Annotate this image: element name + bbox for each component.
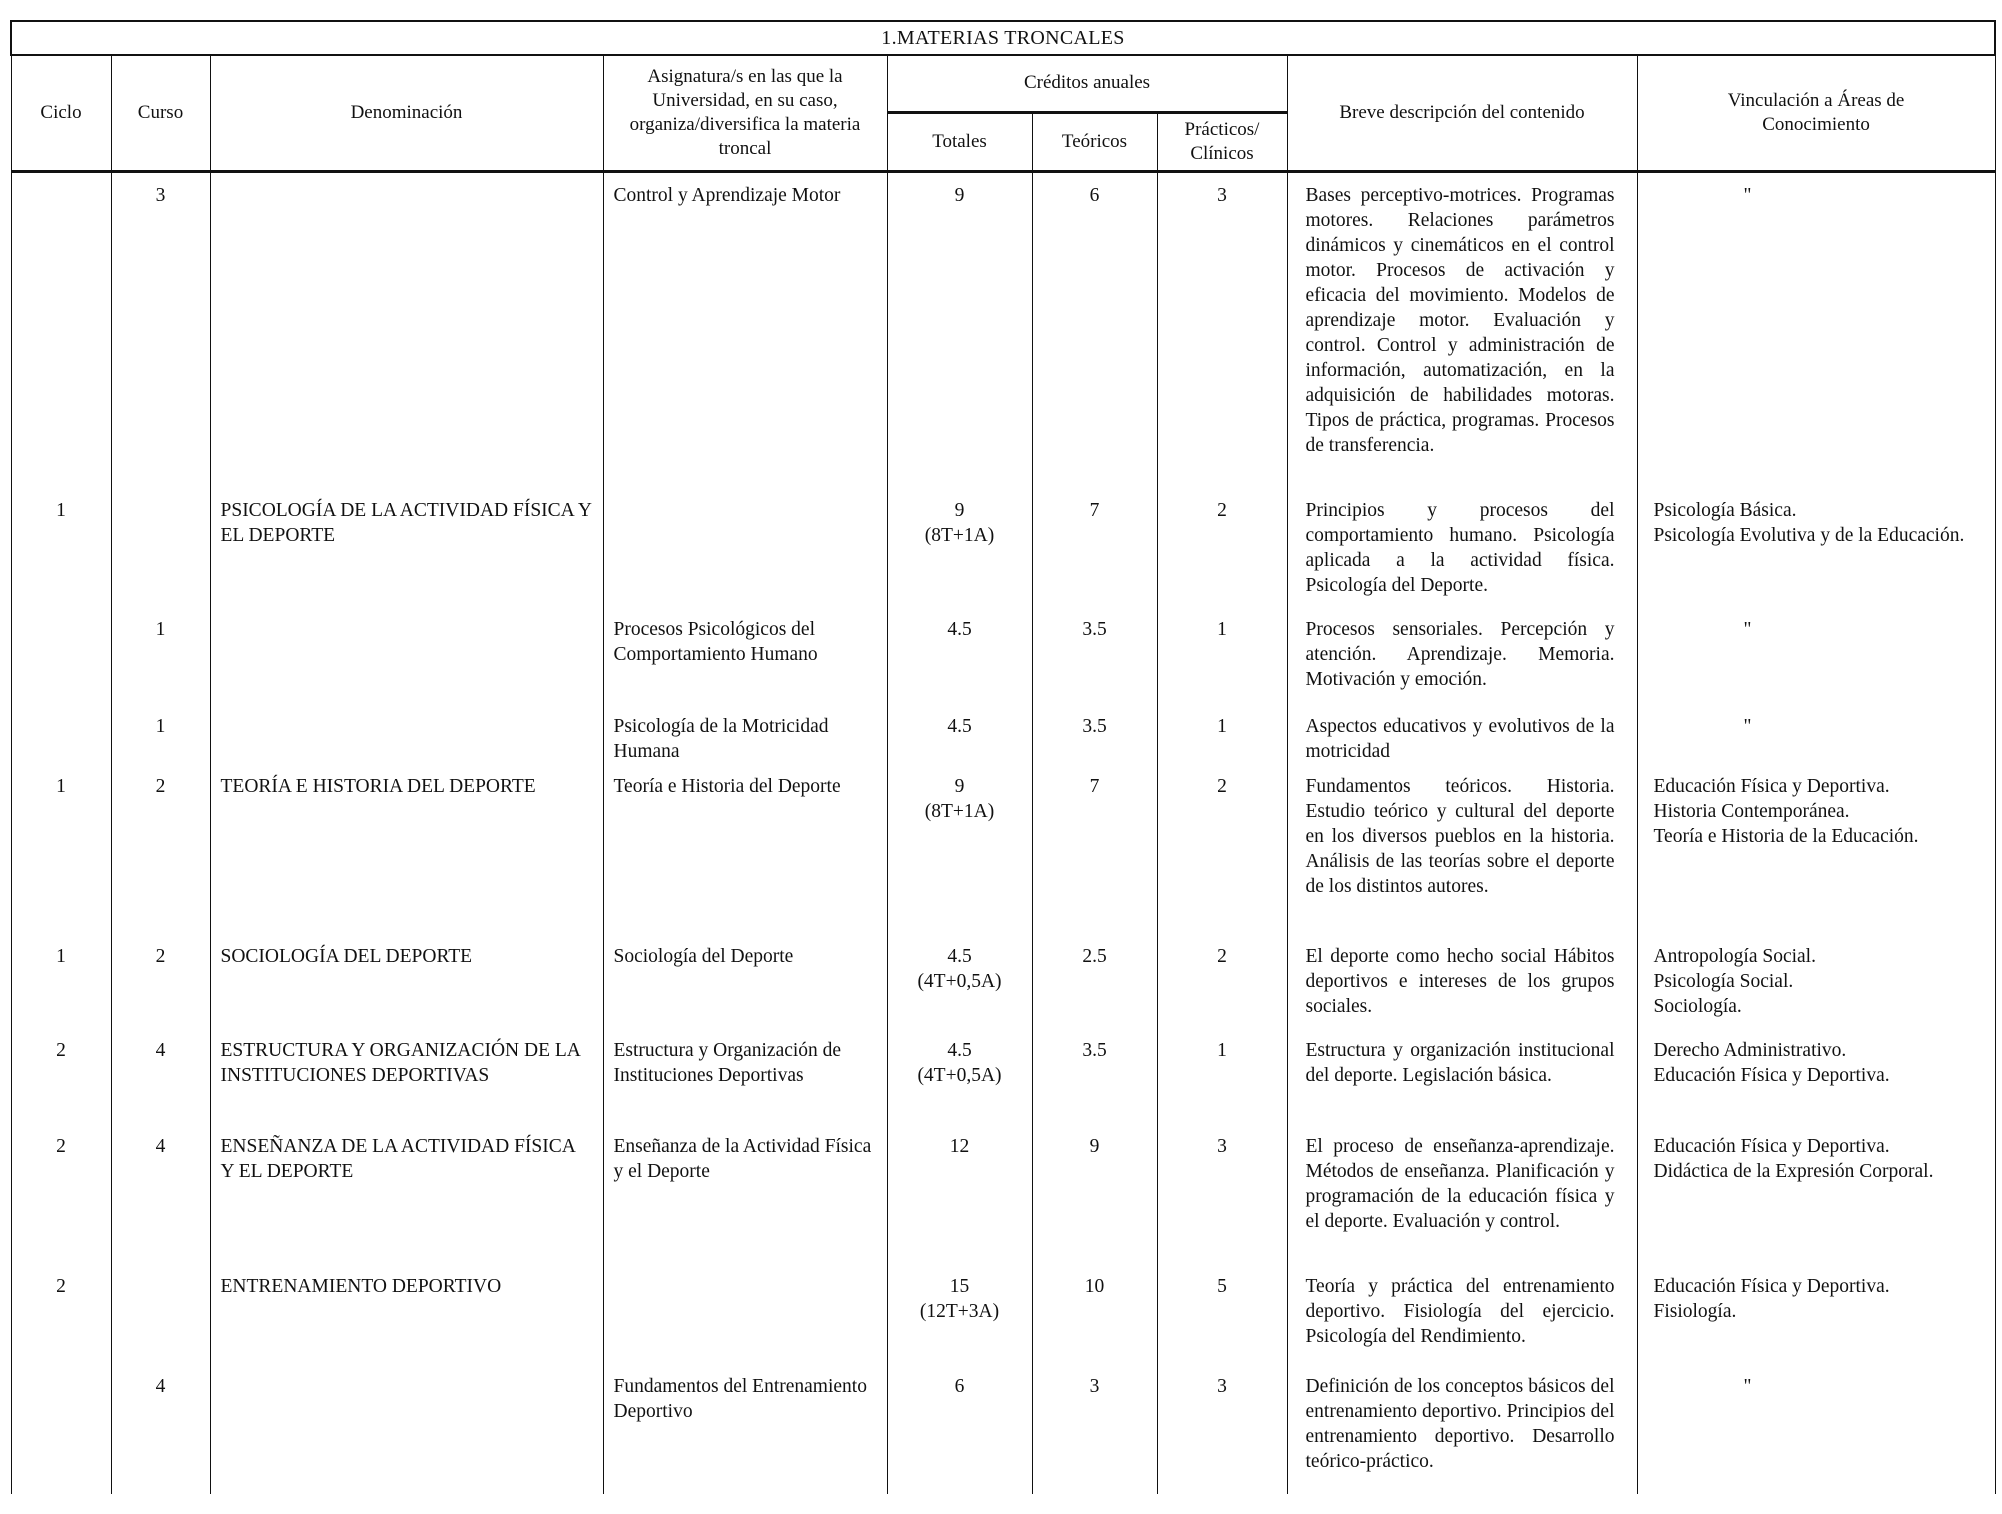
totales-breakdown: (12T+3A) — [919, 1301, 1000, 1322]
cell-curso: 1 — [111, 607, 210, 704]
header-curso: Curso — [111, 55, 210, 171]
cell-totales — [887, 1364, 1032, 1494]
cell-practicos: 2 — [1157, 764, 1287, 934]
area-item: Derecho Administrativo. — [1653, 1040, 1847, 1061]
cell-descripcion: Teoría y práctica del entrenamiento deportivo. Fisiología del ejercicio. Psicología del Rendimiento. — [1287, 1264, 1637, 1364]
cell-denominacion: TEORÍA E HISTORIA DEL DEPORTE — [210, 764, 603, 934]
cell-asignatura: Control y Aprendizaje Motor — [603, 171, 887, 488]
table-row — [11, 607, 1995, 704]
totales-value: 4.5 — [947, 1040, 972, 1061]
cell-curso: 3 — [111, 171, 210, 488]
cell-areas — [1637, 704, 1995, 764]
header-asignatura: Asignatura/s en las que la Universidad, en su caso, organiza/diversifica la materia troncal — [603, 55, 887, 171]
header-denominacion: Denominación — [210, 55, 603, 171]
cell-teoricos: 7 — [1032, 488, 1157, 607]
cell-descripcion: El proceso de enseñanza-aprendizaje. Métodos de enseñanza. Planificación y programación de la educación física y el deporte. Evaluación y control. — [1287, 1124, 1637, 1264]
totales-value: 9 — [954, 500, 965, 521]
cell-areas — [1637, 1124, 1995, 1264]
cell-teoricos: 2.5 — [1032, 934, 1157, 1028]
cell-curso — [111, 488, 210, 607]
header-descripcion: Breve descripción del contenido — [1287, 55, 1637, 171]
table-row — [11, 1124, 1995, 1264]
cell-denominacion: ENSEÑANZA DE LA ACTIVIDAD FÍSICA Y EL DEPORTE — [210, 1124, 603, 1264]
cell-areas — [1637, 934, 1995, 1028]
cell-areas — [1637, 1264, 1995, 1364]
table-row — [11, 488, 1995, 607]
cell-asignatura: Procesos Psicológicos del Comportamiento Humano — [603, 607, 887, 704]
cell-practicos: 2 — [1157, 488, 1287, 607]
table-row — [11, 1028, 1995, 1124]
area-item: Psicología Evolutiva y de la Educación. — [1653, 525, 1965, 546]
cell-denominacion — [210, 607, 603, 704]
cell-ciclo: 1 — [11, 488, 111, 607]
totales-value: 9 — [954, 776, 965, 797]
cell-ciclo: 2 — [11, 1124, 111, 1264]
cell-totales — [887, 764, 1032, 934]
cell-ciclo — [11, 704, 111, 764]
cell-descripcion: Aspectos educativos y evolutivos de la motricidad — [1287, 704, 1637, 764]
area-item: Didáctica de la Expresión Corporal. — [1653, 1161, 1934, 1182]
area-item: Psicología Social. — [1653, 971, 1794, 992]
cell-asignatura — [603, 488, 887, 607]
cell-areas — [1637, 171, 1995, 488]
cell-areas — [1637, 488, 1995, 607]
area-item: Sociología. — [1653, 996, 1742, 1017]
cell-descripcion: Principios y procesos del comportamiento humano. Psicología aplicada a la actividad física. Psicología del Deporte. — [1287, 488, 1637, 607]
cell-descripcion: Estructura y organización institucional del deporte. Legislación básica. — [1287, 1028, 1637, 1124]
cell-practicos: 2 — [1157, 934, 1287, 1028]
cell-curso: 2 — [111, 934, 210, 1028]
cell-practicos: 1 — [1157, 704, 1287, 764]
header-creditos: Créditos anuales — [887, 55, 1287, 112]
header-teoricos: Teóricos — [1032, 112, 1157, 171]
totales-breakdown: (4T+0,5A) — [917, 1065, 1002, 1086]
cell-totales — [887, 607, 1032, 704]
totales-value: 4.5 — [947, 716, 972, 737]
area-item: " — [1743, 1376, 1752, 1397]
cell-teoricos: 3 — [1032, 1364, 1157, 1494]
cell-practicos: 3 — [1157, 1124, 1287, 1264]
cell-denominacion — [210, 171, 603, 488]
area-item: Educación Física y Deportiva. — [1653, 1136, 1890, 1157]
cell-teoricos: 10 — [1032, 1264, 1157, 1364]
cell-asignatura: Enseñanza de la Actividad Física y el Deporte — [603, 1124, 887, 1264]
cell-denominacion — [210, 704, 603, 764]
cell-practicos: 1 — [1157, 1028, 1287, 1124]
cell-descripcion: El deporte como hecho social Hábitos deportivos e intereses de los grupos sociales. — [1287, 934, 1637, 1028]
area-item: " — [1743, 184, 1752, 206]
cell-totales — [887, 1124, 1032, 1264]
table-body — [11, 171, 1995, 1494]
cell-curso: 1 — [111, 704, 210, 764]
cell-ciclo: 2 — [11, 1028, 111, 1124]
totales-value: 9 — [954, 184, 965, 206]
header-ciclo: Ciclo — [11, 55, 111, 171]
cell-descripcion: Bases perceptivo-motrices. Programas motores. Relaciones parámetros dinámicos y cinemáticos en el control motor. Procesos de activación y eficacia del movimiento. Modelos de aprendizaje motor. Evaluación y control. Control y administración de información, automatización, en la adquisición de habilidades motoras. Tipos de práctica, programas. Procesos de transferencia. — [1287, 171, 1637, 488]
cell-asignatura: Estructura y Organización de Instituciones Deportivas — [603, 1028, 887, 1124]
cell-totales — [887, 1028, 1032, 1124]
cell-descripcion: Procesos sensoriales. Percepción y atención. Aprendizaje. Memoria. Motivación y emoción. — [1287, 607, 1637, 704]
table-row — [11, 1264, 1995, 1364]
area-item: Educación Física y Deportiva. — [1653, 1065, 1890, 1086]
area-item: " — [1743, 716, 1752, 737]
totales-breakdown: (4T+0,5A) — [917, 971, 1002, 992]
cell-practicos: 1 — [1157, 607, 1287, 704]
cell-totales — [887, 704, 1032, 764]
header-totales: Totales — [887, 112, 1032, 171]
area-item: Historia Contemporánea. — [1653, 801, 1850, 822]
header-vinculacion: Vinculación a Áreas de Conocimiento — [1637, 55, 1995, 171]
cell-descripcion: Definición de los conceptos básicos del entrenamiento deportivo. Principios del entrenamiento deportivo. Desarrollo teórico-práctico. — [1287, 1364, 1637, 1494]
cell-asignatura: Psicología de la Motricidad Humana — [603, 704, 887, 764]
cell-denominacion: SOCIOLOGÍA DEL DEPORTE — [210, 934, 603, 1028]
cell-ciclo: 2 — [11, 1264, 111, 1364]
cell-areas — [1637, 607, 1995, 704]
totales-value: 4.5 — [947, 946, 972, 967]
cell-descripcion: Fundamentos teóricos. Historia. Estudio teórico y cultural del deporte en los diversos pueblos en la historia. Análisis de las teorías sobre el deporte de los distintos autores. — [1287, 764, 1637, 934]
cell-curso: 4 — [111, 1028, 210, 1124]
cell-ciclo: 1 — [11, 764, 111, 934]
cell-ciclo — [11, 607, 111, 704]
cell-totales — [887, 488, 1032, 607]
materias-table — [10, 20, 1996, 1494]
cell-practicos: 5 — [1157, 1264, 1287, 1364]
cell-areas — [1637, 1028, 1995, 1124]
cell-practicos: 3 — [1157, 1364, 1287, 1494]
cell-areas — [1637, 1364, 1995, 1494]
totales-value: 6 — [954, 1376, 965, 1397]
cell-totales — [887, 934, 1032, 1028]
cell-asignatura: Sociología del Deporte — [603, 934, 887, 1028]
cell-teoricos: 7 — [1032, 764, 1157, 934]
cell-asignatura — [603, 1264, 887, 1364]
cell-asignatura: Fundamentos del Entrenamiento Deportivo — [603, 1364, 887, 1494]
cell-teoricos: 6 — [1032, 171, 1157, 488]
table-row — [11, 171, 1995, 488]
cell-denominacion: PSICOLOGÍA DE LA ACTIVIDAD FÍSICA Y EL DEPORTE — [210, 488, 603, 607]
cell-curso — [111, 1264, 210, 1364]
totales-value: 15 — [949, 1276, 970, 1297]
cell-teoricos: 3.5 — [1032, 1028, 1157, 1124]
cell-areas — [1637, 764, 1995, 934]
area-item: Psicología Básica. — [1653, 500, 1797, 521]
cell-curso: 2 — [111, 764, 210, 934]
table-row — [11, 934, 1995, 1028]
cell-ciclo — [11, 1364, 111, 1494]
area-item: Fisiología. — [1653, 1301, 1737, 1322]
document-page — [10, 20, 1994, 1514]
totales-value: 12 — [949, 1136, 970, 1157]
area-item: " — [1743, 619, 1752, 640]
cell-asignatura: Teoría e Historia del Deporte — [603, 764, 887, 934]
area-item: Educación Física y Deportiva. — [1653, 776, 1890, 797]
area-item: Educación Física y Deportiva. — [1653, 1276, 1890, 1297]
cell-curso: 4 — [111, 1364, 210, 1494]
cell-teoricos: 3.5 — [1032, 607, 1157, 704]
header-practicos: Prácticos/ Clínicos — [1157, 112, 1287, 171]
cell-teoricos: 3.5 — [1032, 704, 1157, 764]
cell-totales — [887, 171, 1032, 488]
cell-teoricos: 9 — [1032, 1124, 1157, 1264]
table-row — [11, 1364, 1995, 1494]
totales-breakdown: (8T+1A) — [924, 801, 995, 822]
area-item: Teoría e Historia de la Educación. — [1653, 826, 1919, 847]
cell-ciclo: 1 — [11, 934, 111, 1028]
totales-breakdown: (8T+1A) — [924, 525, 995, 546]
cell-denominacion: ESTRUCTURA Y ORGANIZACIÓN DE LA INSTITUCIONES DEPORTIVAS — [210, 1028, 603, 1124]
cell-denominacion — [210, 1364, 603, 1494]
cell-practicos: 3 — [1157, 171, 1287, 488]
cell-curso: 4 — [111, 1124, 210, 1264]
table-title: 1.MATERIAS TRONCALES — [11, 21, 1995, 55]
totales-value: 4.5 — [947, 619, 972, 640]
cell-ciclo — [11, 171, 111, 488]
cell-denominacion: ENTRENAMIENTO DEPORTIVO — [210, 1264, 603, 1364]
area-item: Antropología Social. — [1653, 946, 1816, 967]
cell-totales — [887, 1264, 1032, 1364]
table-row — [11, 764, 1995, 934]
table-row — [11, 704, 1995, 764]
